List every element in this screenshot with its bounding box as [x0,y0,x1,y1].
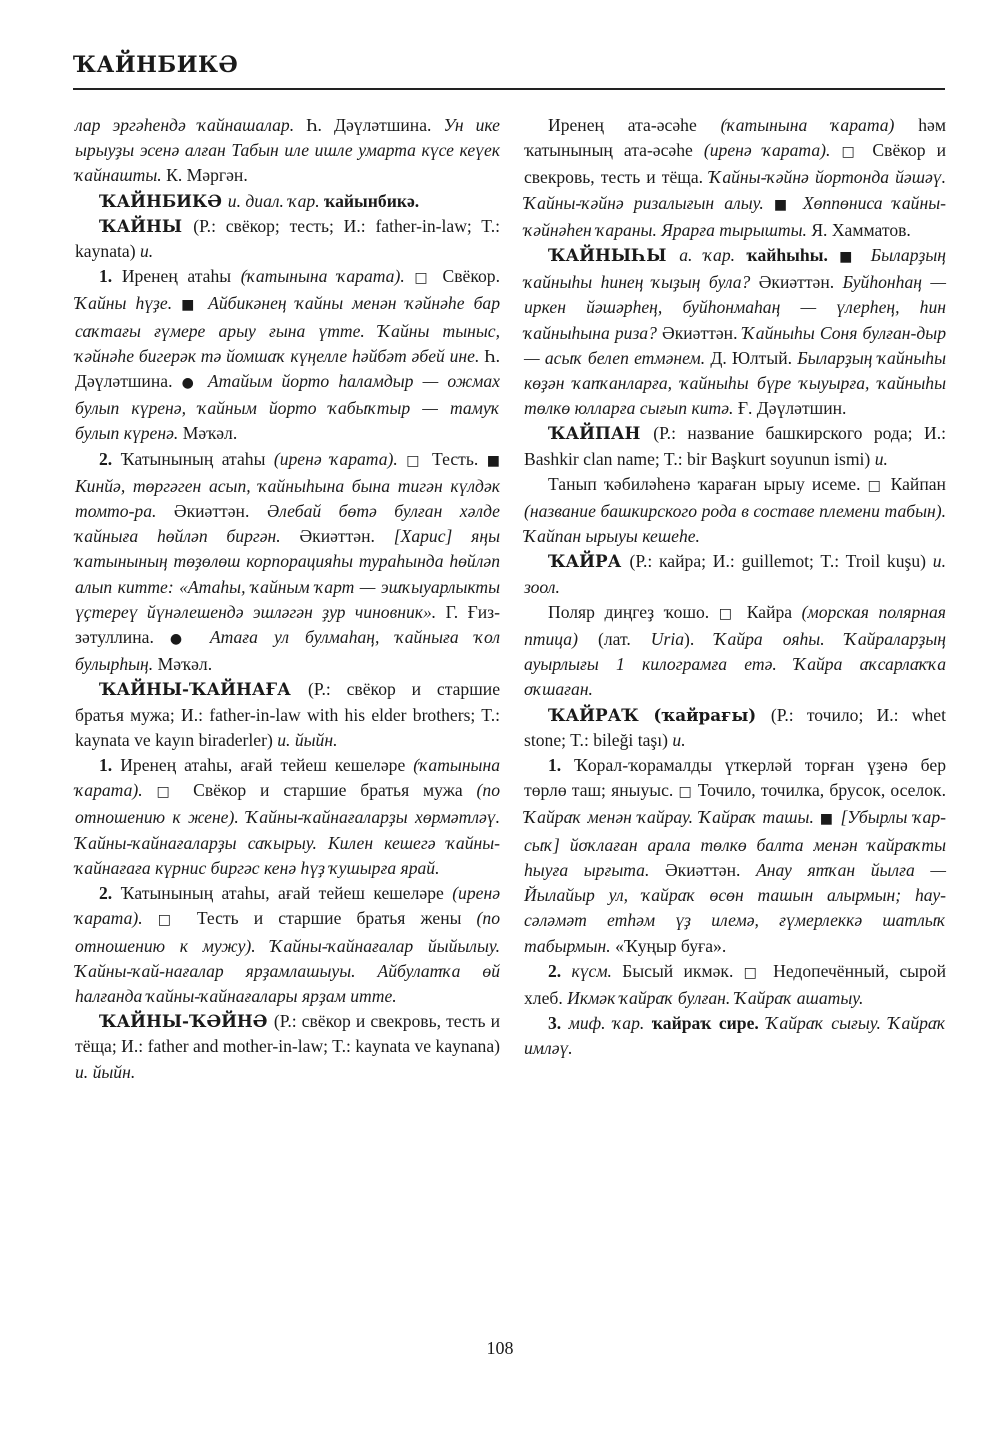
marker-icon: ■ [819,811,841,828]
text-run: Свёкор. [442,266,500,287]
text-run: Тесть и старшие братья жены [196,908,477,929]
text-run: Ҡайны һүҙе. [75,293,182,314]
text-run: Һ. Дәүләтшина. [75,345,500,392]
text-run: Ҡатынының атаһы [120,448,274,469]
text-run: Тесть. [432,448,487,469]
dictionary-paragraph [524,959,946,1011]
text-run: ). [684,629,715,650]
marker-icon: □ [841,144,873,161]
dictionary-paragraph [75,447,500,678]
text-run: Ун ике ырыуҙы эсенә алған Табын иле ишле умарта күсе кеүек ҡайнашты. [75,115,500,186]
text-run: ҡайынбикә. [324,190,420,211]
text-run: и. [874,448,888,469]
marker-icon: ■ [181,297,209,314]
dictionary-paragraph [524,753,946,959]
text-run: (иренә ҡарата). [273,448,407,469]
text-run: (лат. [598,629,651,650]
dictionary-paragraph [524,549,946,599]
text-run: Точило, точилка, брусок, оселок. [697,780,946,801]
dictionary-paragraph [524,113,946,243]
text-run: Әкиәттән. [299,526,394,547]
text-run: Танып ҡәбиләһенә ҡараған ырыу исеме. [548,473,868,494]
headword: ҠАЙПАН [548,423,654,444]
marker-icon: □ [867,477,891,494]
dictionary-paragraph [75,677,500,753]
text-run: и. [139,241,154,262]
text-run: (ҡатынына ҡарата). [240,266,415,287]
text-run: а. ҡар. [679,245,747,266]
text-run: Я. Хамматов. [811,219,911,240]
text-run: Әкиәттән. [758,272,843,293]
page-number: 108 [486,1338,514,1358]
dictionary-paragraph [75,1009,500,1085]
text-run: Uria [650,629,685,650]
text-run: Ғ. Дәүләтшин. [737,398,847,419]
text-run: и. йыйн. [75,1061,136,1082]
text-run: (иренә ҡарата). [703,140,842,161]
headword: ҠАЙНБИКӘ [99,190,228,211]
text-run: Әкиәттән. [664,859,757,880]
text-run: (по отношению к мужу). Ҡайны-ҡайнағалар йыйылыу. Ҡайны-ҡай-нағалар ярҙамлашыуы. Айбулатҡа өй һалғанда ҡайны-ҡайнағалары ярҙам итте. [75,908,500,1006]
text-run: и. зоол. [524,551,946,597]
text-run: 2. [548,960,572,981]
text-run: К. Мәргән. [166,165,248,186]
running-head: ҠАЙНБИКӘ [73,52,239,78]
text-run: Ҡайраҡ менән ҡайрау. Ҡайраҡ ташы. [524,807,820,828]
text-run: Һ. Дәүләтшина. [306,115,444,135]
headword: ҠАЙНЫ [99,215,194,236]
dictionary-paragraph [75,753,500,881]
left-column [75,113,500,1085]
text-run: миф. ҡар. [568,1013,652,1034]
text-run: 1. [99,266,122,287]
text-run: (по отношению к жене). Ҡайны-ҡайнағаларҙы хөрмәтләү. Ҡайны-ҡайнағаларҙы саҡырыу. Килен кешегә ҡайны-ҡайнағаға күрнис биргәс кенә һүҙ ҡушырға ярай. [75,780,500,878]
marker-icon: ● [169,631,210,648]
text-run: [Харис] яңы ҡатынының төҙөлөш корпорацияһы тураһында һөйләп алып китте: «Атаһы, ҡайным ҡарт — эшҡыуарлыкты үҫтереү йүнәлешендә эшләгән ҙур чиновник». [75,526,500,622]
text-run: «Ҡуңыр буға». [615,935,727,956]
text-run: (морская полярная птица) [524,601,946,650]
text-run: Иренең ата-әсәһе [548,115,721,135]
text-run: 2. [99,883,121,904]
text-run: (Р.: свёкор и старшие братья мужа; И.: father-in-law with his elder brothers; T.: kaynata ve kayın biraderler) [75,679,500,750]
dictionary-paragraph [524,703,946,753]
marker-icon: □ [718,605,747,622]
text-run: Хөппөниса ҡайны-ҡәйнәһен ҡараны. Ярарға тырышты. [524,192,946,240]
text-run: Әлебай бөтә булған хәлде ҡайныға һөйләп биргән. [75,501,500,547]
text-run: 3. [548,1013,569,1034]
dictionary-paragraph [75,189,500,214]
text-run: Д. Юлтый. [710,347,798,368]
text-run: (Р.: точило; И.: whet stone; T.: bileği taşı) [524,704,946,750]
text-run: [Убырлы ҡар-сыҡ] йоҡлаған арала төлкө балта менән ҡайраҡты һыуға ырғыта. [524,807,946,880]
text-run: (иренә ҡарата). [75,883,501,929]
text-run: күсм. [571,960,623,981]
text-run: 2. [99,448,121,469]
text-run: Әкиәттән. [662,322,743,343]
text-run: Мәҡәл. [157,654,213,675]
dictionary-paragraph [75,264,500,446]
text-run: Мәҡәл. [182,423,238,444]
text-run: Поляр диңгеҙ ҡошо. [548,601,719,622]
text-run: (ҡатынына ҡарата). [75,755,500,801]
dictionary-paragraph [524,1011,946,1061]
text-run: 1. [99,755,121,776]
marker-icon: □ [743,964,774,981]
text-run: Буйһонһаң — иркен йәшәрһең, буйһонмаһаң — үлерһең, һин ҡайныһына риза? [524,272,946,343]
marker-icon: ■ [773,196,803,213]
text-run: (Р.: свёкор; тесть; И.: father-in-law; T.: kaynata) [75,215,500,262]
text-run: (Р.: свёкор и свекровь, тесть и тёща; И.: father and mother-in-law; T.: kaynata ve kaynana) [75,1011,500,1057]
text-run: Г. Ғиз-зәтуллина. [75,601,500,648]
text-run: (ҡатынына ҡарата) [720,115,919,135]
text-run: Иренең атаһы [121,266,241,287]
text-run: Кайпан [890,473,946,494]
text-run: (Р.: кайра; И.: guillemot; T.: Troil kuşu) [629,551,933,572]
dictionary-paragraph [75,113,500,189]
text-run: и. йыйн. [277,729,338,750]
headword: ҠАЙРАҠ (ҡайрағы) [548,704,771,725]
text-run: Быларҙың ҡайныһы көҙән ҡапҡанларға, ҡайныһы бүре ҡыуырға, ҡайныһы төлкө юлларға сығып китә. [524,347,946,419]
right-column [524,113,946,1062]
text-run: Икмәк ҡайраҡ булған. Ҡайраҡ ашатыу. [567,987,864,1008]
headword: ҠАЙНЫ-ҠӘЙНӘ [99,1011,274,1032]
text-run: һәм ҡатынының ата-әсәһе [524,115,946,161]
dictionary-paragraph [524,472,946,550]
dictionary-paragraph [524,243,946,421]
marker-icon: ■ [839,249,871,266]
text-run: Айбикәнең ҡайны менән ҡәйнәһе бар саҡтағы ғүмере арыу ғына үтте. Ҡайны тыныс, ҡәйнәһе бигерәк тә йомшаҡ күңелле һәйбәт әбей ине. [75,293,501,366]
text-run: Свёкор и свекровь, тесть и тёща. [524,140,946,188]
text-run: Анау ятҡан йылға — Йылайыр ул, ҡайраҡ өсөн ташын алырмын; һау-сәләмәт етһәм үҙ илемә, ғүмерлеккә шатлыҡ табырмын. [524,859,946,956]
text-run: и. диал. ҡар. [227,190,325,211]
text-run: (Р.: название башкирского рода; И.: Bashkir clan name; T.: bir Başkurt soyunun ismi) [524,423,946,469]
headword: ҠАЙНЫҺЫ [548,245,680,266]
marker-icon: □ [156,784,194,801]
marker-icon: □ [157,912,197,929]
text-run: ҡайһыһы. [746,245,840,266]
dictionary-paragraph [75,881,500,1009]
text-run: (название башкирского рода в составе племени табын). Ҡайпан ырыуы кешеһе. [524,501,946,547]
text-run: Бысый икмәк. [622,960,744,981]
marker-icon: □ [414,270,443,287]
text-run: и. [672,729,686,750]
text-run: Быларҙың ҡайныһы һинең ҡыҙың була? [524,245,946,293]
text-run: Недопечённый, сырой хлеб. [524,960,946,1008]
dictionary-paragraph [75,214,500,264]
text-run: лар эргәһендә ҡайнашалар. [75,115,307,135]
marker-icon: □ [678,784,698,801]
text-run: Иренең атаһы, ағай тейеш кешеләре [120,755,414,776]
text-run: Кинйә, төргәген асып, ҡайныһына бына тигән күлдәк томто-ра. [75,475,500,522]
text-run: Свёкор и старшие братья мужа [193,780,477,801]
headword: ҠАЙНЫ-ҠАЙНАҒА [99,679,309,700]
dictionary-paragraph [524,421,946,471]
text-run: Ҡайныһы Соня булған-дыр — асыҡ белеп етмәнем. [524,322,946,368]
text-run: Кайра [746,601,802,622]
text-run: 1. [548,755,575,776]
text-run: Әкиәттән. [173,501,267,522]
text-run: ҡайраҡ сире. [651,1013,767,1034]
marker-icon: ● [181,375,208,392]
headword: ҠАЙРА [548,551,630,572]
marker-icon: □ [406,452,433,469]
header-rule [73,88,945,90]
text-run: Ҡатынының атаһы, ағай тейеш кешеләре [120,883,453,904]
text-run: Атаға ул булмаһаң, ҡайныға ҡол булырһың. [75,627,500,675]
text-run: Ҡайраҡ сығыу. Ҡайраҡ имләү. [524,1013,946,1059]
dictionary-paragraph [524,600,946,703]
text-run: Ҡайны-ҡәйнә йортонда йәшәү. Ҡайны-ҡәйнә ризалығын алыу. [524,167,946,213]
text-run: Атайым йорто һаламдыр — ожмах булып күренә, ҡайным йорто ҡабыҡтыр — тамуҡ булып күренә. [75,371,500,444]
text-run: Ҡорал-ҡорамалды үткерләй торған үҙенә бер төрлө таш; яныуыс. [524,755,947,801]
marker-icon: ■ [486,452,500,469]
text-run: Ҡайра ояһы. Ҡайраларҙың ауырлығы 1 килограмға етә. Ҡайра аҡсарлаҡҡа оҡшаған. [524,629,946,700]
